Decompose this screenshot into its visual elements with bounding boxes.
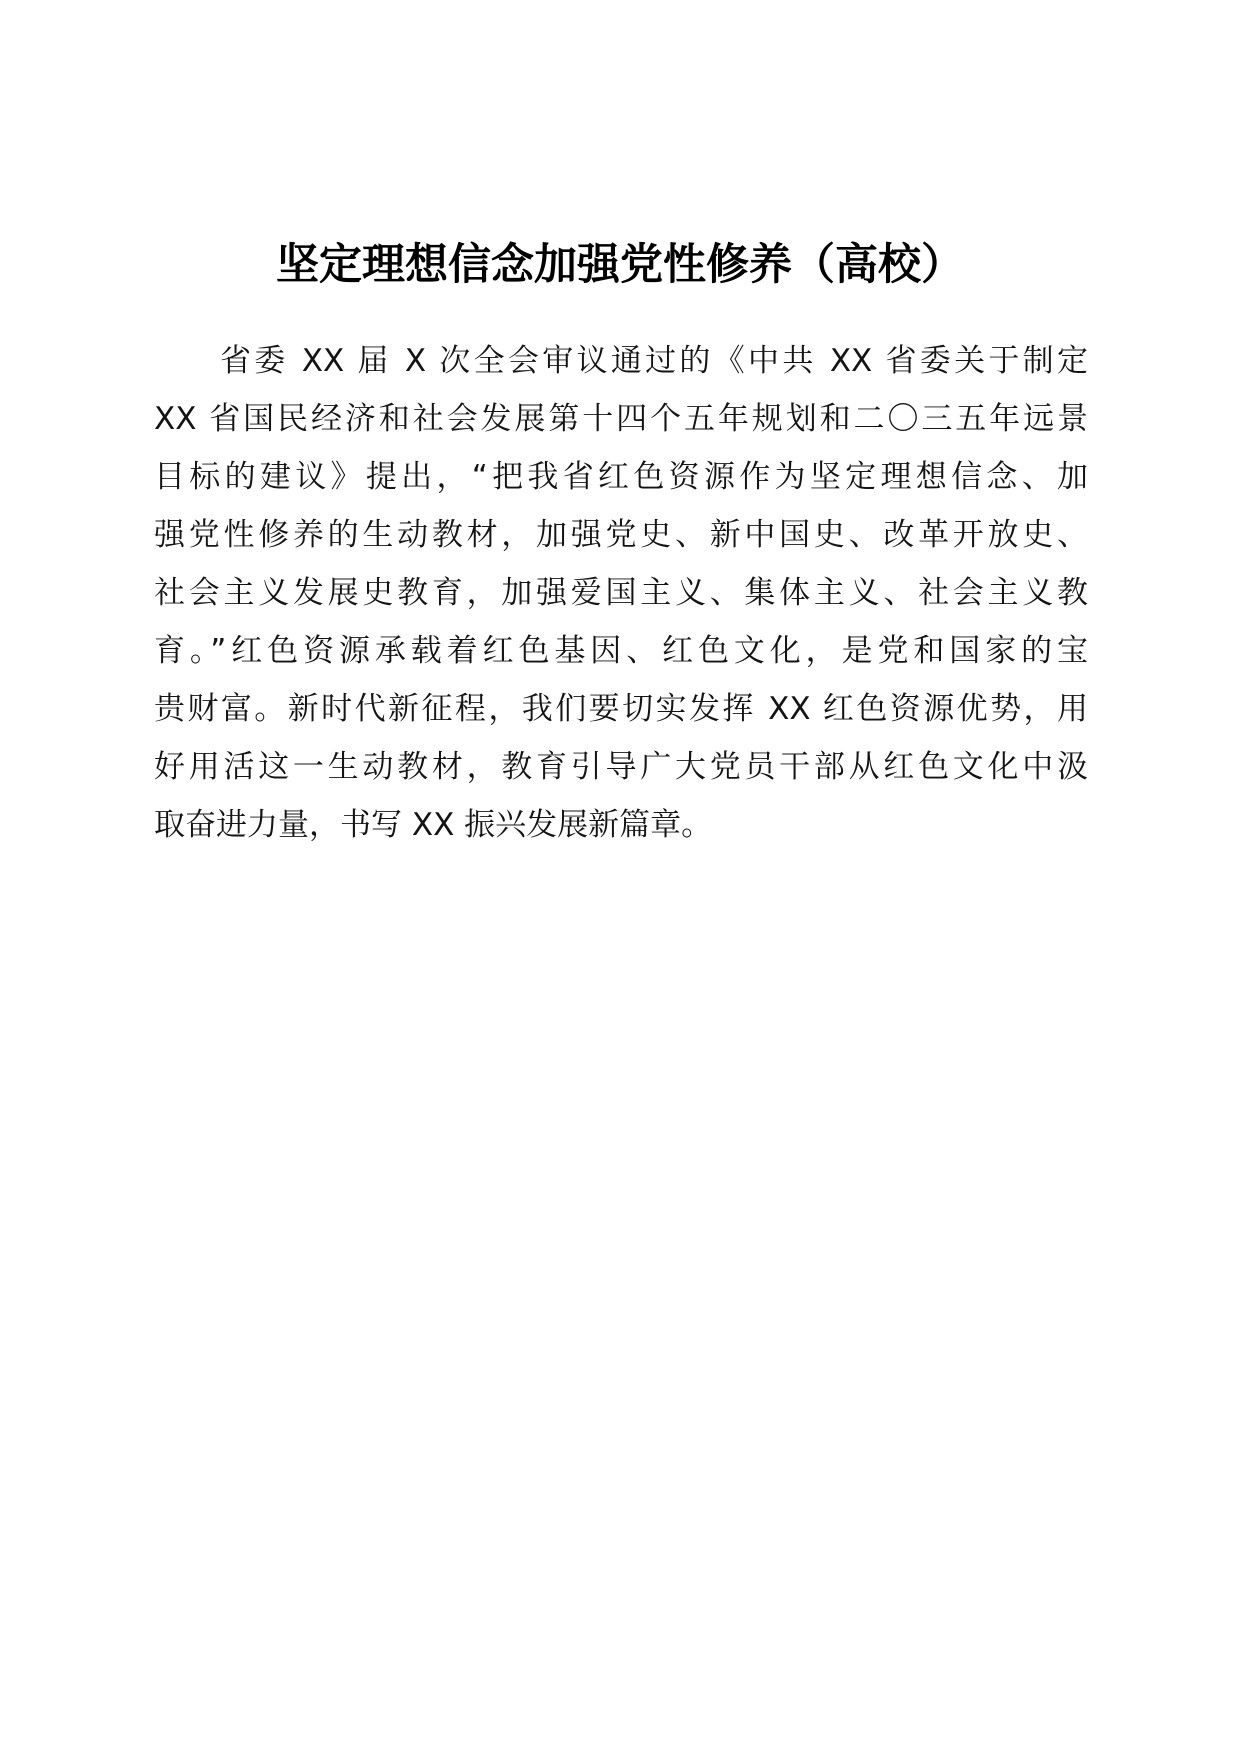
paragraph-line: 省委 XX 届 X 次全会审议通过的《中共 XX 省委关于制定 xyxy=(220,343,1088,379)
paragraph-line: 强党性修养的生动教材，加强党史、新中国史、改革开放史、 xyxy=(154,517,1088,553)
paragraph-line: 社会主义发展史教育，加强爱国主义、集体主义、社会主义教 xyxy=(154,575,1088,611)
body-paragraph xyxy=(154,332,1088,854)
paragraph-line: 目标的建议》提出，“把我省红色资源作为坚定理想信念、加 xyxy=(154,459,1088,495)
paragraph-line: 取奋进力量，书写 XX 振兴发展新篇章。 xyxy=(154,807,713,843)
paragraph-line: XX 省国民经济和社会发展第十四个五年规划和二〇三五年远景 xyxy=(154,401,1088,437)
paragraph-line: 育。”红色资源承载着红色基因、红色文化，是党和国家的宝 xyxy=(154,633,1088,669)
paragraph-line: 好用活这一生动教材，教育引导广大党员干部从红色文化中汲 xyxy=(154,749,1088,785)
paragraph-line: 贵财富。新时代新征程，我们要切实发挥 XX 红色资源优势，用 xyxy=(154,691,1088,727)
document-title: 坚定理想信念加强党性修养（高校） xyxy=(276,240,964,290)
